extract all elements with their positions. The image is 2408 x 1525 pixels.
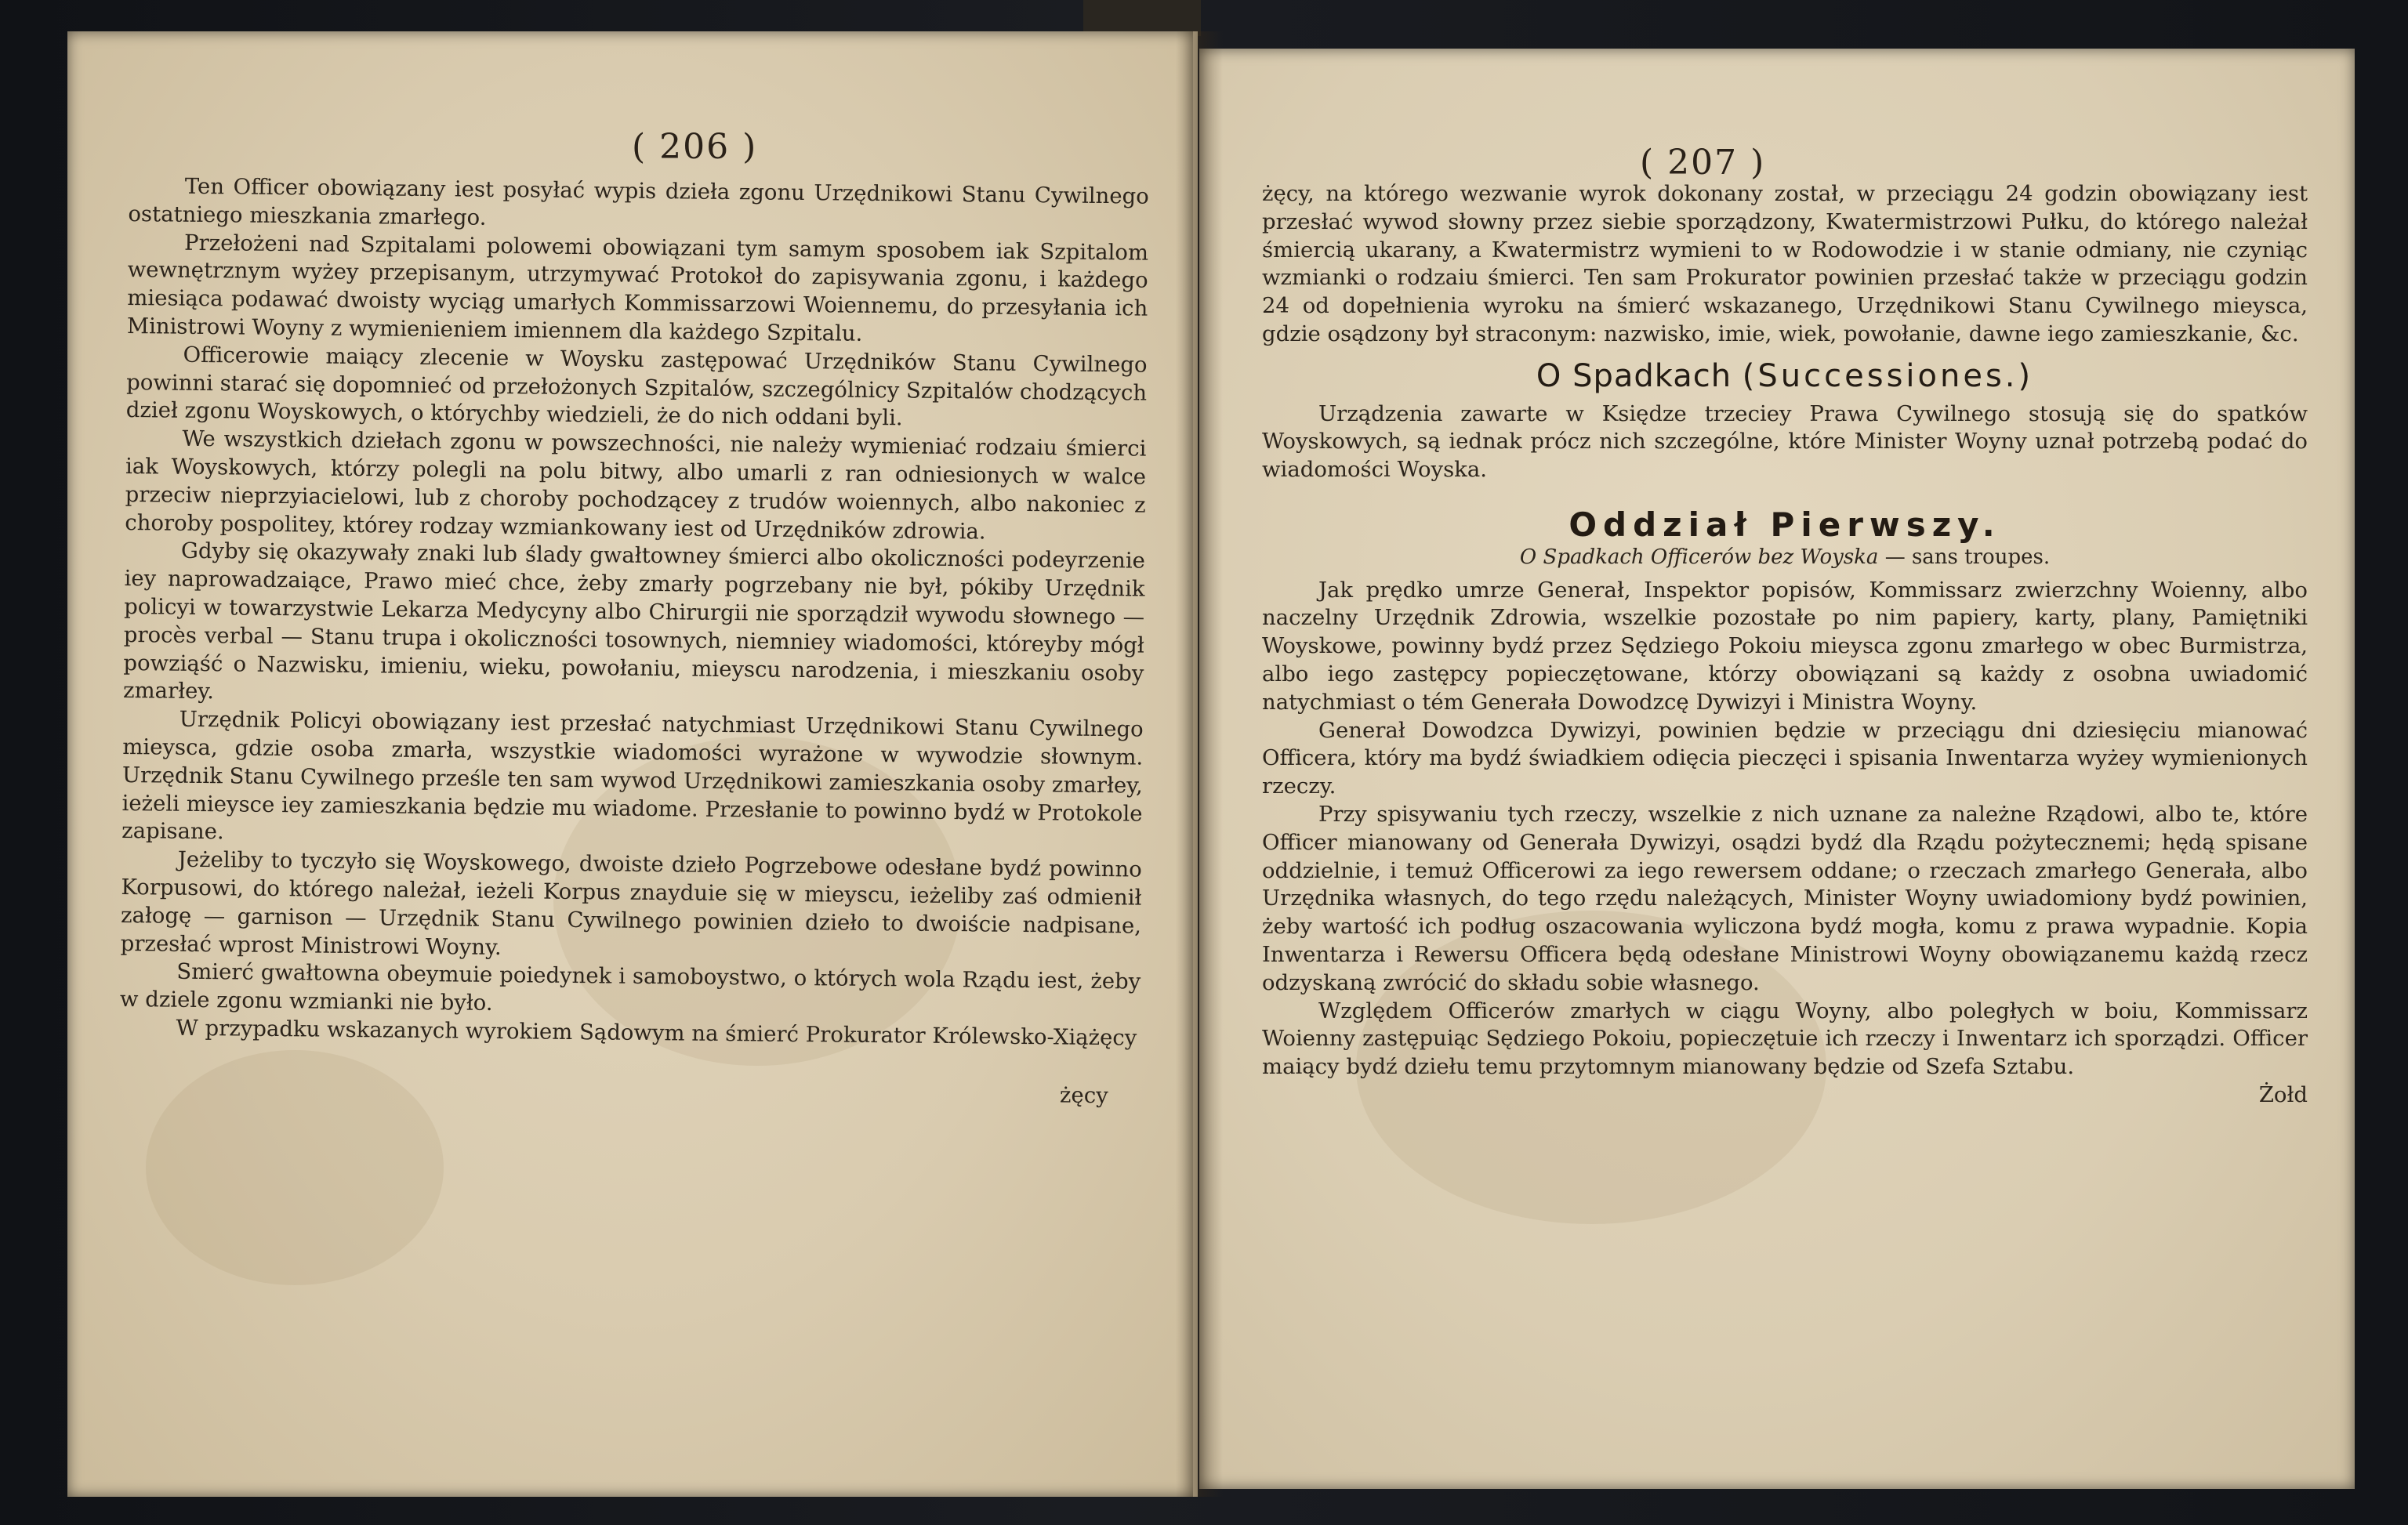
book-gutter: [1176, 31, 1223, 1497]
paragraph: Gdyby się okazywały znaki lub ślady gwałtowney śmierci albo okoliczności podeyrzenie iey naprowadzaiące, Prawo mieć chce, żeby zmarły pogrzebany nie był, pókiby Urzędnik policyi w towarzystwie Lekarza Medycyny albo Chirurgii nie sporządził wywodu słownego — procès verbal — Stanu trupa i okoliczności tosownych, niemniey wiadomości, któreyby mógł powziąść o Nazwisku, imieniu, wieku, powołaniu, mieyscu narodzenia, i mieszkaniu osoby zmarłey.: [122, 538, 1146, 705]
left-page: [67, 31, 1198, 1497]
subsection-heading: Oddział Pierwszy.: [1568, 505, 2001, 544]
paragraph: Urzędnik Policyi obowiązany iest przesłać natychmiast Urzędnikowi Stanu Cywilnego mieysca, gdzie osoba zmarła, wszystkie wiadomości wyrażone w wywodzie słownym. Urzędnik Stanu Cywilnego prześle ten sam wywod Urzędnikowi zamieszkania osoby zmarłey, ieżeli mieysce iey zamieszkania będzie mu wiadome. Przesłanie to powinno bydź w Protokole zapisane.: [121, 706, 1144, 845]
paragraph: Smierć gwałtowna obeymuie poiedynek i samoboystwo, o których wola Rządu iest, żeby w dziele zgonu wzmianki nie było.: [119, 959, 1141, 1016]
paragraph: żęcy, na którego wezwanie wyrok dokonany został, w przeciągu 24 godzin obowiązany iest przesłać wywod słowny przez siebie sporządzony, Kwatermistrzowi Pułku, do którego należał śmiercią ukarany, a Kwatermistrz wymieni to w Rodowodzie i w stanie odmiany, nie czyniąc wzmianki o rodzaiu śmierci. Ten sam Prokurator powinien przesłać także w przeciągu godzin 24 od dopełnienia wyroku na śmierć wskazanego, Urzędnikowi Stanu Cywilnego mieysca, gdzie osądzony był straconym: nazwisko, imie, wiek, powołanie, dawne iego zamieszkanie, &c.: [1262, 181, 2308, 346]
section-heading-latin: (Successiones.): [1742, 357, 2034, 394]
paragraph: Generał Dowodzca Dywizyi, powinien będzie w przeciągu dni dziesięciu mianować Officera, który ma bydź świadkiem odięcia pieczęci i spisania Inwentarza wyżey wymienionych rzeczy.: [1262, 717, 2308, 799]
subtitle-rest: — sans troupes.: [1884, 545, 2051, 569]
catchword-left: żęcy: [1059, 1082, 1108, 1108]
paragraph: Względem Officerów zmarłych w ciągu Woyny, albo poległych w boiu, Kommissarz Woienny zastępuiąc Sędziego Pokoiu, popieczętuie ich rzeczy i Inwentarz ich sporządzi. Officer maiący bydź dziełu temu przytomnym mianowany będzie od Szefa Sztabu.: [1262, 998, 2308, 1080]
right-page-text: [1262, 180, 2308, 1110]
paragraph: We wszystkich dziełach zgonu w powszechności, nie należy wymieniać rodzaiu śmierci iak Woyskowych, którzy polegli na polu bitwy, albo umarli z ran odniesionych w walce przeciw nieprzyiacielowi, lub z choroby pochodzącey z trudów woiennych, albo nakoniec z choroby pospolitey, którey rodzay wzmiankowany iest od Urzędników zdrowia.: [125, 426, 1147, 545]
paragraph: Urządzenia zawarte w Księdze trzeciey Prawa Cywilnego stosują się do spatków Woyskowych, są iednak prócz nich szczególne, które Minister Woyny uznał potrzebą podać do wiadomości Woyska.: [1262, 400, 2308, 483]
paragraph: Przy spisywaniu tych rzeczy, wszelkie z nich uznane za należne Rządowi, albo te, które Officer mianowany od Generała Dywizyi, osądzi bydź dla Rządu pożytecznemi; hędą spisane oddzielnie, i temuż Officerowi za iego rewersem oddane; o rzeczach zmarłego Generała, albo Urzędnika własnych, do tego rzędu należących, Minister Woyny uwiadomiony bydź powinien, żeby wartość ich podług oszacowania wyliczona bydź mogła, komu z prawa wypadnie. Kopia Inwentarza i Rewersu Officera będą odesłane Ministrowi Woyny obowiązanemu każdą rzecz odzyskaną zwrócić do składu sobie własnego.: [1262, 801, 2308, 995]
paragraph: Przełożeni nad Szpitalami polowemi obowiązani tym samym sposobem iak Szpitalom wewnętrznym wyżey przepisanym, utrzymywać Protokoł do zapisywania zgonu, i każdego miesiąca podawać dwoisty wyciąg umarłych Kommissarzowi Woiennemu, do przesyłania ich Ministrowi Woyny z wymienieniem imiennem dla każdego Szpitalu.: [126, 230, 1149, 346]
paragraph: W przypadku wskazanych wyrokiem Sądowym na śmierć Prokurator Królewsko-Xiążęcy: [176, 1015, 1137, 1051]
page-number-left: ( 206 ): [632, 127, 758, 167]
paragraph: Officerowie maiący zlecenie w Woysku zastępować Urzędników Stanu Cywilnego powinni starać się dopomnieć od przełożonych Szpitalów, szczególnicy Szpitalów chodzących dzieł zgonu Woyskowych, o którychby wiedzieli, że do nich oddani byli.: [125, 342, 1148, 431]
subsection-subtitle: [1262, 544, 2308, 572]
section-heading: [1262, 357, 2308, 394]
right-page: [1199, 49, 2355, 1489]
paragraph: Jak prędko umrze Generał, Inspektor popisów, Kommissarz zwierzchny Woienny, albo naczelny Urzędnik Zdrowia, wszelkie pozostałe po nim papiery, karty, plany, Pamiętniki Woyskowe, powinny bydź przez Sędziego Pokoiu mieysca zgonu zmarłego w obec Burmistrza, albo iego zastępcy popieczętowane, którzy obowiązani są każdy z osobna uwiadomić natychmiast o tém Generała Dowodzcę Dywizyi i Ministra Woyny.: [1262, 577, 2308, 715]
left-page-text: [119, 172, 1149, 1110]
paragraph: Jeżeliby to tyczyło się Woyskowego, dwoiste dzieło Pogrzebowe odesłane bydź powinno Korpusowi, do którego należał, ieżeli Korpus znayduie się w mieyscu, ieżeliby zaś odmienił załogę — garnison — Urzędnik Stanu Cywilnego powinien dzieło to dwoiście nadpisane, przesłać wprost Ministrowi Woyny.: [120, 846, 1142, 960]
catchword-right: Żołd: [2258, 1081, 2308, 1107]
paragraph: Ten Officer obowiązany iest posyłać wypis dzieła zgonu Urzędnikowi Stanu Cywilnego ostatniego mieszkania zmarłego.: [128, 173, 1149, 230]
subtitle-italic: O Spadkach Officerów bez Woyska: [1519, 545, 1879, 569]
section-heading-polish: O Spadkach: [1536, 357, 1732, 394]
page-number-right: ( 207 ): [1640, 143, 1766, 183]
